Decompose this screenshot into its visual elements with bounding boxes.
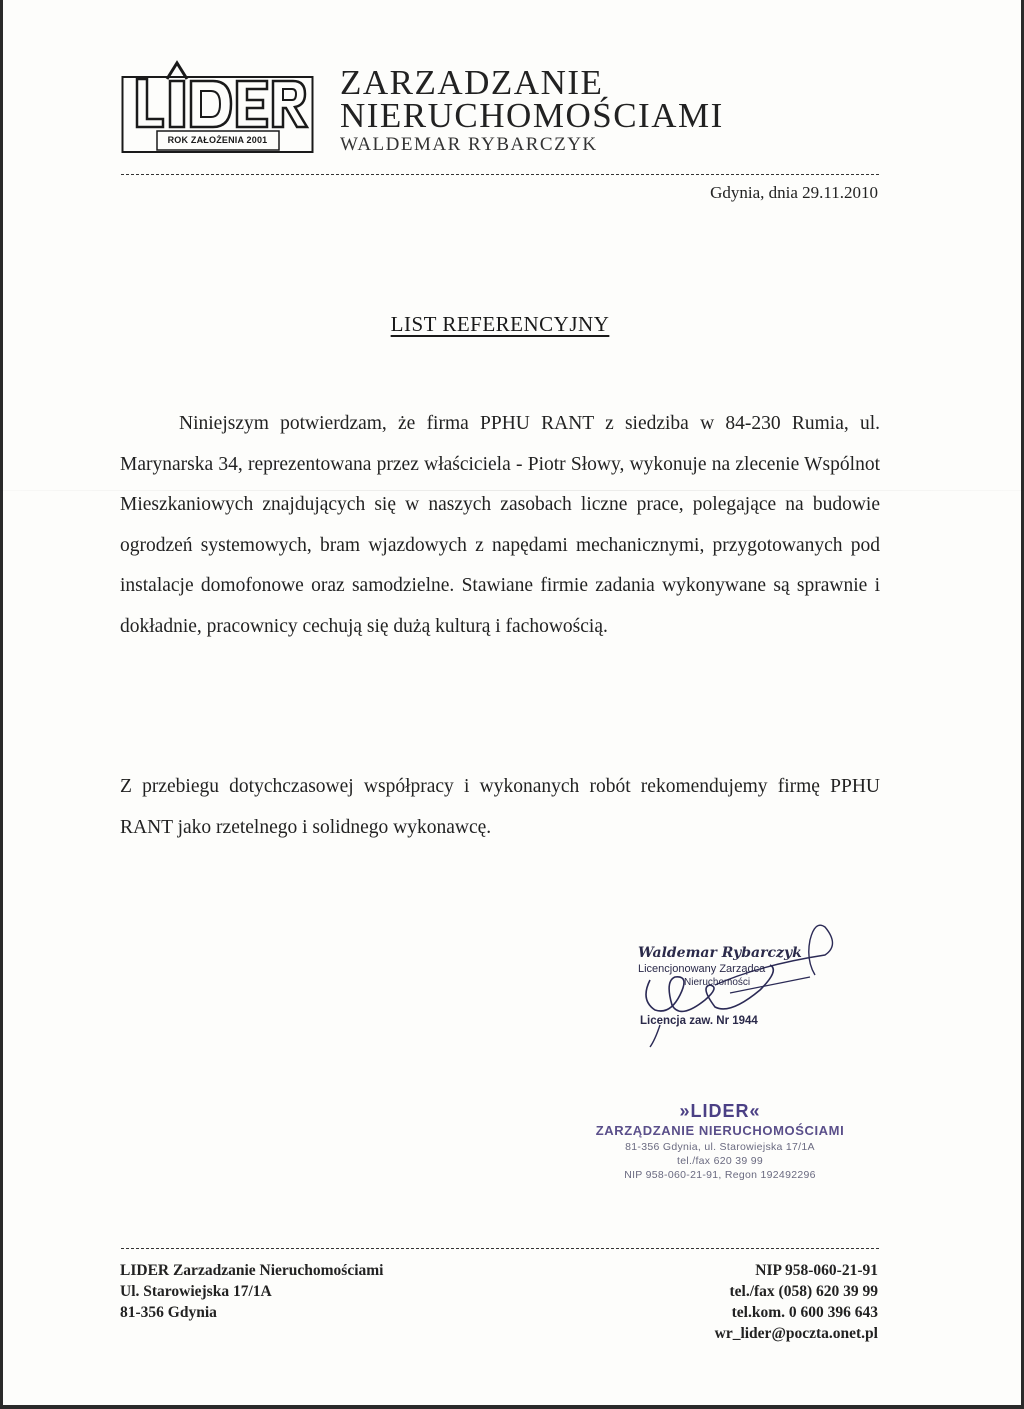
company-owner: WALDEMAR RYBARCZYK (340, 134, 598, 155)
page-edge-left (0, 0, 3, 1409)
logo-text: LIDER (218, 107, 221, 108)
logo-founding-year: ROK ZAŁOŻENIA 2001 (167, 135, 268, 145)
footer-contact (560, 1260, 878, 1344)
footer-nip: NIP 958-060-21-91 (755, 1262, 878, 1279)
footer-email[interactable]: wr_lider@poczta.onet.pl (714, 1325, 878, 1342)
stamp-address: 81-356 Gdynia, ul. Starowiejska 17/1A (625, 1141, 815, 1153)
stamp-company-name: ZARZĄDZANIE NIERUCHOMOŚCIAMI (595, 1123, 845, 1138)
stamp-ids: NIP 958-060-21-91, Regon 192492296 (624, 1169, 816, 1181)
signature-name: Waldemar Rybarczyk (638, 945, 802, 961)
stamp-phone: tel./fax 620 39 99 (677, 1155, 763, 1167)
company-stamp (570, 1100, 870, 1182)
letter-date: Gdynia, dnia 29.11.2010 (710, 183, 878, 202)
signature-role-line2: Nieruchomości (684, 977, 751, 988)
footer-city: 81-356 Gdynia (120, 1304, 217, 1321)
footer-mobile: tel.kom. 0 600 396 643 (731, 1304, 878, 1321)
header-divider (121, 174, 879, 175)
footer-telfax: tel./fax (058) 620 39 99 (729, 1283, 878, 1300)
footer-address (120, 1260, 383, 1323)
letter-title: LIST REFERENCYJNY (390, 312, 610, 336)
signature-block (610, 915, 845, 1050)
signature-license: Licencja zaw. Nr 1944 (640, 1015, 758, 1027)
company-logo (121, 57, 314, 154)
company-name-line2: NIERUCHOMOŚCIAMI (340, 96, 724, 135)
stamp-brand: »LIDER« (679, 1101, 761, 1121)
body-paragraph-1: Niniejszym potwierdzam, że firma PPHU RANT z siedziba w 84-230 Rumia, ul. Marynarska 34, reprezentowana przez właściciela - Piotr Słowy, wykonuje na zlecenie Wspólnot Mieszkaniowych znajdujących się w naszych zasobach liczne prace, polegające na budowie ogrodzeń systemowych, bram wjazdowych z napędami mechanicznymi, przygotowanych pod instalacje domofonowe oraz samodzielne. Stawiane firmie zadania wykonywane są sprawnie i dokładnie, pracownicy cechują się dużą kulturą i fachowością. (120, 413, 880, 637)
company-name (340, 63, 724, 135)
page-edge-bottom (0, 1405, 1024, 1409)
footer-street: Ul. Starowiejska 17/1A (120, 1283, 272, 1300)
footer-divider (121, 1248, 879, 1249)
signature-role-line1: Licencjonowany Zarządca (638, 963, 766, 975)
footer-company: LIDER Zarzadzanie Nieruchomościami (120, 1262, 384, 1279)
body-paragraph-2: Z przebiegu dotychczasowej współpracy i wykonanych robót rekomendujemy firmę PPHU RANT jako rzetelnego i solidnego wykonawcę. (120, 776, 880, 838)
company-name-line1: ZARZADZANIE (340, 63, 604, 102)
